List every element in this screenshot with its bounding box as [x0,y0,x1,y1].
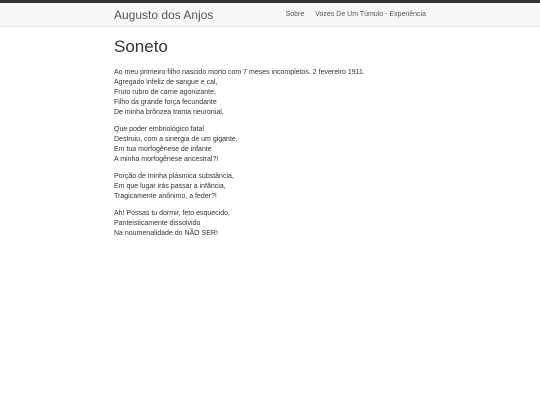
poem-line: Em que lugar irás passar a infância, [114,183,226,190]
nav-link-vozes[interactable]: Vozes De Um Túmulo - Experiência [315,11,426,18]
poem-epigraph: Ao meu primeiro filho nascido morto com 7 meses incompletos. 2 fevereiro 1911. [114,69,365,76]
nav-link-sobre[interactable]: Sobre [285,11,305,18]
stanza-1 [114,68,434,118]
poem-line: Tragicamente anônimo, a feder?! [114,193,217,200]
poem-line: Na noumenalidade do NÃO SER! [114,230,218,237]
poem-line: Destruiu, com a sinergia de um gigante, [114,136,238,143]
stanza-2 [114,125,434,165]
poem-line: Porção de minha plásmica substância, [114,173,234,180]
poem-line: Em tua morfogênese de infante [114,146,212,153]
poem-line: Que poder embriológico fatal [114,126,204,133]
stanza-4 [114,209,434,239]
stanza-3 [114,172,434,202]
navbar [0,3,540,27]
site-brand-link[interactable]: Augusto dos Anjos [114,8,214,22]
poem-line: Ah! Possas tu dormir, feto esquecido, [114,210,230,217]
poem-line: Panteisticamente dissolvido [114,220,201,227]
main-content [114,36,434,246]
nav-menu [286,9,426,20]
poem-line: Fruto rubro de carne agonizante, [114,89,216,96]
poem-title: Soneto [114,37,168,56]
poem-line: De minha brônzea trama neuronial, [114,109,224,116]
poem-line: A minha morfogênese ancestral?! [114,156,219,163]
poem-line: Agregado infeliz de sangue e cal, [114,79,218,86]
poem-line: Filho da grande força fecundante [114,99,217,106]
